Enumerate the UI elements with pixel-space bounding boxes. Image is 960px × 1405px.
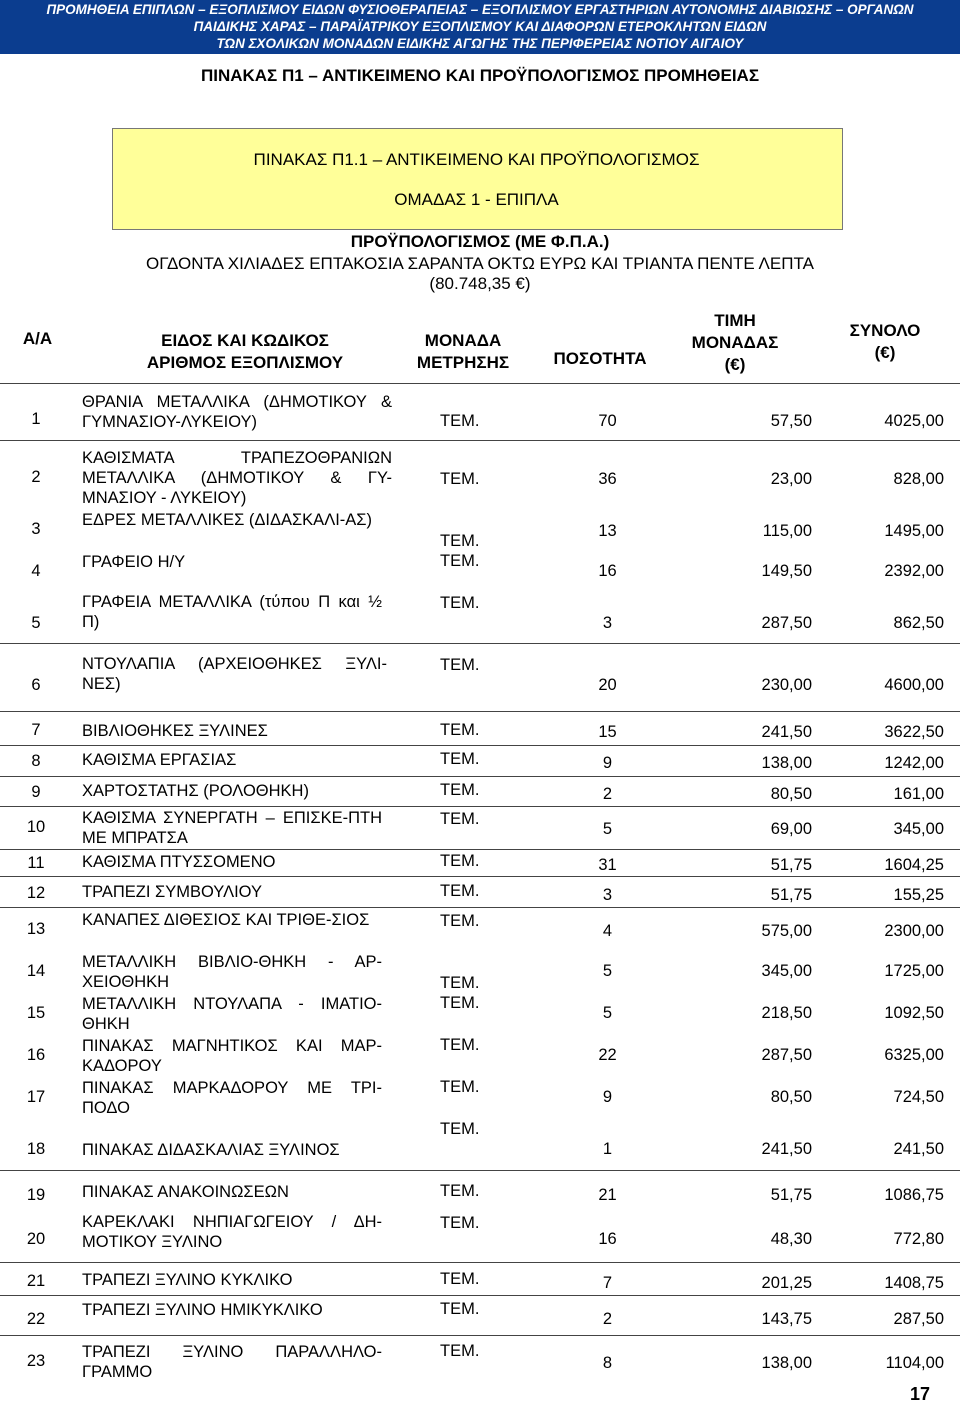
row-description: ΓΡΑΦΕΙΑ ΜΕΤΑΛΛΙΚΑ (τύπου Π και ½ Π) <box>82 593 382 631</box>
header-line-3: ΤΩΝ ΣΧΟΛΙΚΩΝ ΜΟΝΑΔΩΝ ΕΙΔΙΚΗΣ ΑΓΩΓΗΣ ΤΗΣ ΠΕΡΙΦΕΡΕΙΑΣ ΝΟΤΙΟΥ ΑΙΓΑΙΟΥ <box>216 36 744 51</box>
col-header-unit-line2: ΜΕΤΡΗΣΗΣ <box>416 353 510 372</box>
main-title: ΠΙΝΑΚΑΣ Π1 – ΑΝΤΙΚΕΙΜΕΝΟ ΚΑΙ ΠΡΟΫΠΟΛΟΓΙΣΜΟΣ ΠΡΟΜΗΘΕΙΑΣ <box>200 66 760 85</box>
row-unit: ΤΕΜ. <box>440 470 480 488</box>
row-unit: ΤΕΜ. <box>440 1120 480 1138</box>
row-number: 7 <box>31 721 41 739</box>
row-total: 241,50 <box>893 1140 944 1158</box>
row-total: 287,50 <box>893 1310 944 1328</box>
row-unit-price: 345,00 <box>761 962 812 980</box>
row-unit-price: 80,50 <box>770 1088 812 1106</box>
row-description: ΠΙΝΑΚΑΣ ΑΝΑΚΟΙΝΩΣΕΩΝ <box>82 1183 289 1201</box>
row-total: 4600,00 <box>884 676 944 694</box>
row-quantity: 2 <box>602 785 613 803</box>
row-number: 4 <box>31 562 41 580</box>
row-total: 1104,00 <box>885 1354 944 1372</box>
row-unit: ΤΕΜ. <box>440 974 480 992</box>
row-quantity: 31 <box>598 856 617 874</box>
row-unit-price: 218,50 <box>761 1004 812 1022</box>
row-quantity: 5 <box>602 1004 613 1022</box>
row-total: 862,50 <box>893 614 944 632</box>
row-unit-price: 241,50 <box>761 723 812 741</box>
row-description: ΚΑΝΑΠΕΣ ΔΙΘΕΣΙΟΣ ΚΑΙ ΤΡΙΘΕ-ΣΙΟΣ <box>82 911 370 929</box>
row-divider <box>0 1262 960 1263</box>
col-header-item-line1: ΕΙΔΟΣ ΚΑΙ ΚΩΔΙΚΟΣ <box>161 331 329 350</box>
row-unit-price: 230,00 <box>761 676 812 694</box>
row-quantity: 2 <box>602 1310 613 1328</box>
row-quantity: 21 <box>598 1186 617 1204</box>
row-total: 1604,25 <box>884 856 944 874</box>
row-unit: ΤΕΜ. <box>440 721 480 739</box>
row-total: 828,00 <box>893 470 944 488</box>
budget-label: ΠΡΟΫΠΟΛΟΓΙΣΜΟΣ (ΜΕ Φ.Π.Α.) <box>350 232 610 251</box>
row-divider <box>0 440 960 441</box>
row-unit-price: 138,00 <box>761 1354 812 1372</box>
row-number: 11 <box>27 854 45 872</box>
row-description: ΓΡΑΦΕΙΟ Η/Υ <box>82 553 186 571</box>
row-unit-price: 575,00 <box>761 922 812 940</box>
header-bottom-rule <box>0 383 960 384</box>
col-header-unit-line1: ΜΟΝΑΔΑ <box>424 331 502 350</box>
row-quantity: 8 <box>602 1354 613 1372</box>
subtable-title: ΠΙΝΑΚΑΣ Π1.1 – ΑΝΤΙΚΕΙΜΕΝΟ ΚΑΙ ΠΡΟΫΠΟΛΟΓΙΣΜΟΣ <box>253 150 700 169</box>
budget-words: ΟΓΔΟΝΤΑ ΧΙΛΙΑΔΕΣ ΕΠΤΑΚΟΣΙΑ ΣΑΡΑΝΤΑ ΟΚΤΩ ΕΥΡΩ ΚΑΙ ΤΡΙΑΝΤΑ ΠΕΝΤΕ ΛΕΠΤΑ <box>146 254 814 273</box>
row-quantity: 15 <box>598 723 617 741</box>
row-number: 12 <box>26 884 46 902</box>
row-divider <box>0 711 960 712</box>
col-header-price-line1: ΤΙΜΗ <box>714 311 756 330</box>
row-total: 4025,00 <box>884 412 944 430</box>
row-unit: ΤΕΜ. <box>440 594 480 612</box>
row-quantity: 70 <box>598 412 617 430</box>
row-unit: ΤΕΜ. <box>440 656 480 674</box>
row-unit-price: 287,50 <box>761 1046 812 1064</box>
col-header-item <box>95 330 395 374</box>
row-description: ΚΑΘΙΣΜΑΤΑ ΤΡΑΠΕΖΟΘΡΑΝΙΩΝ ΜΕΤΑΛΛΙΚΑ (ΔΗΜΟΤΙΚΟΥ & ΓΥ-ΜΝΑΣΙΟΥ - ΛΥΚΕΙΟΥ) <box>82 449 392 507</box>
row-unit-price: 201,25 <box>761 1274 812 1292</box>
row-unit: ΤΕΜ. <box>440 1214 480 1232</box>
row-number: 2 <box>31 468 41 486</box>
row-total: 2300,00 <box>884 922 944 940</box>
col-header-total-line1: ΣΥΝΟΛΟ <box>849 321 921 340</box>
row-number: 20 <box>26 1230 46 1248</box>
row-quantity: 13 <box>598 522 617 540</box>
row-description: ΤΡΑΠΕΖΙ ΞΥΛΙΝΟ ΚΥΚΛΙΚΟ <box>82 1271 293 1289</box>
row-number: 6 <box>31 676 41 694</box>
row-total: 3622,50 <box>884 723 944 741</box>
row-divider <box>0 806 960 807</box>
row-divider <box>0 1295 960 1296</box>
row-unit: ΤΕΜ. <box>440 1300 480 1318</box>
row-quantity: 20 <box>598 676 617 694</box>
row-description: ΤΡΑΠΕΖΙ ΞΥΛΙΝΟ ΗΜΙΚΥΚΛΙΚΟ <box>82 1301 323 1319</box>
row-quantity: 36 <box>598 470 617 488</box>
row-divider <box>0 745 960 746</box>
col-header-price <box>660 310 810 376</box>
row-quantity: 5 <box>602 962 613 980</box>
col-header-unit <box>398 330 528 374</box>
row-number: 15 <box>26 1004 46 1022</box>
col-header-item-line2: ΑΡΙΘΜΟΣ ΕΞΟΠΛΙΣΜΟΥ <box>146 353 344 372</box>
row-total: 1092,50 <box>884 1004 944 1022</box>
row-divider <box>0 643 960 644</box>
col-header-aa: Α/Α <box>22 329 53 348</box>
subtable-title-box <box>112 128 843 230</box>
row-unit-price: 287,50 <box>761 614 812 632</box>
row-total: 155,25 <box>893 886 944 904</box>
row-description: ΘΡΑΝΙΑ ΜΕΤΑΛΛΙΚΑ (ΔΗΜΟΤΙΚΟΥ & ΓΥΜΝΑΣΙΟΥ-ΛΥΚΕΙΟΥ) <box>82 393 392 431</box>
row-unit-price: 57,50 <box>770 412 812 430</box>
row-divider <box>0 876 960 877</box>
row-number: 5 <box>31 614 41 632</box>
row-unit: ΤΕΜ. <box>440 994 480 1012</box>
col-header-total <box>810 320 960 364</box>
row-unit-price: 115,00 <box>762 522 812 540</box>
row-total: 161,00 <box>893 785 944 803</box>
row-divider <box>0 907 960 908</box>
row-total: 772,80 <box>893 1230 944 1248</box>
row-number: 18 <box>26 1140 46 1158</box>
row-number: 10 <box>26 818 46 836</box>
row-unit: ΤΕΜ. <box>440 912 480 930</box>
row-unit: ΤΕΜ. <box>440 532 480 550</box>
row-unit: ΤΕΜ. <box>440 1270 480 1288</box>
row-quantity: 9 <box>602 754 613 772</box>
row-number: 9 <box>31 783 41 801</box>
row-unit: ΤΕΜ. <box>440 552 480 570</box>
row-number: 14 <box>26 962 46 980</box>
row-description: ΤΡΑΠΕΖΙ ΞΥΛΙΝΟ ΠΑΡΑΛΛΗΛΟ-ΓΡΑΜΜΟ <box>82 1343 382 1381</box>
row-unit: ΤΕΜ. <box>440 852 480 870</box>
row-total: 1408,75 <box>884 1274 944 1292</box>
row-total: 1495,00 <box>884 522 944 540</box>
row-total: 345,00 <box>893 820 944 838</box>
row-unit-price: 51,75 <box>770 1186 812 1204</box>
row-description: ΒΙΒΛΙΟΘΗΚΕΣ ΞΥΛΙΝΕΣ <box>82 722 268 740</box>
row-unit: ΤΕΜ. <box>440 781 480 799</box>
row-total: 1242,00 <box>884 754 944 772</box>
group-title: ΟΜΑΔΑΣ 1 - ΕΠΙΠΛΑ <box>394 190 559 209</box>
row-total: 1086,75 <box>884 1186 944 1204</box>
row-unit-price: 23,00 <box>770 470 812 488</box>
row-quantity: 3 <box>602 886 613 904</box>
row-unit: ΤΕΜ. <box>440 810 480 828</box>
row-description: ΝΤΟΥΛΑΠΙΑ (ΑΡΧΕΙΟΘΗΚΕΣ ΞΥΛΙ-ΝΕΣ) <box>82 655 387 693</box>
row-unit: ΤΕΜ. <box>440 882 480 900</box>
row-description: ΠΙΝΑΚΑΣ ΔΙΔΑΣΚΑΛΙΑΣ ΞΥΛΙΝΟΣ <box>82 1141 340 1159</box>
row-unit: ΤΕΜ. <box>440 412 480 430</box>
row-divider <box>0 1170 960 1171</box>
row-unit-price: 143,75 <box>761 1310 812 1328</box>
row-description: ΚΑΘΙΣΜΑ ΠΤΥΣΣΟΜΕΝΟ <box>82 853 276 871</box>
row-unit: ΤΕΜ. <box>440 1078 480 1096</box>
row-quantity: 9 <box>602 1088 613 1106</box>
row-description: ΚΑΡΕΚΛΑΚΙ ΝΗΠΙΑΓΩΓΕΙΟΥ / ΔΗ-ΜΟΤΙΚΟΥ ΞΥΛΙΝΟ <box>82 1213 382 1251</box>
row-description: ΠΙΝΑΚΑΣ ΜΑΓΝΗΤΙΚΟΣ ΚΑΙ ΜΑΡ-ΚΑΔΟΡΟΥ <box>82 1037 382 1075</box>
row-divider <box>0 1335 960 1336</box>
row-description: ΚΑΘΙΣΜΑ ΣΥΝΕΡΓΑΤΗ – ΕΠΙΣΚΕ-ΠΤΗ ΜΕ ΜΠΡΑΤΣΑ <box>82 809 382 847</box>
row-unit: ΤΕΜ. <box>440 1182 480 1200</box>
row-number: 17 <box>26 1088 46 1106</box>
row-number: 22 <box>26 1310 46 1328</box>
row-number: 8 <box>31 752 41 770</box>
header-line-2: ΠΑΙΔΙΚΗΣ ΧΑΡΑΣ – ΠΑΡΑΪΑΤΡΙΚΟΥ ΕΞΟΠΛΙΣΜΟΥ ΚΑΙ ΔΙΑΦΟΡΩΝ ΕΤΕΡΟΚΛΗΤΩΝ ΕΙΔΩΝ <box>193 19 767 34</box>
row-quantity: 16 <box>598 562 617 580</box>
row-quantity: 3 <box>602 614 613 632</box>
row-total: 724,50 <box>893 1088 944 1106</box>
row-number: 19 <box>26 1186 46 1204</box>
row-description: ΜΕΤΑΛΛΙΚΗ ΝΤΟΥΛΑΠΑ - ΙΜΑΤΙΟ-ΘΗΚΗ <box>82 995 382 1033</box>
row-quantity: 16 <box>598 1230 617 1248</box>
row-unit: ΤΕΜ. <box>440 1036 480 1054</box>
row-divider <box>0 849 960 850</box>
row-number: 23 <box>26 1352 46 1370</box>
col-header-price-line3: (€) <box>724 355 746 374</box>
row-total: 6325,00 <box>884 1046 944 1064</box>
row-unit-price: 80,50 <box>770 785 812 803</box>
row-number: 1 <box>31 410 41 428</box>
header-line-1: ΠΡΟΜΗΘΕΙΑ ΕΠΙΠΛΩΝ – ΕΞΟΠΛΙΣΜΟΥ ΕΙΔΩΝ ΦΥΣΙΟΘΕΡΑΠΕΙΑΣ – ΕΞΟΠΛΙΣΜΟΥ ΕΡΓΑΣΤΗΡΙΩΝ ΑΥΤΟΝΟΜΗΣ ΔΙΑΒΙΩΣΗΣ – ΟΡΓΑΝΩΝ <box>46 2 914 17</box>
row-quantity: 4 <box>602 922 613 940</box>
page-number: 17 <box>909 1384 930 1404</box>
row-unit: ΤΕΜ. <box>440 1342 480 1360</box>
col-header-qty: ΠΟΣΟΤΗΤΑ <box>553 349 647 368</box>
budget-amount: (80.748,35 €) <box>429 274 531 293</box>
row-description: ΧΑΡΤΟΣΤΑΤΗΣ (ΡΟΛΟΘΗΚΗ) <box>82 782 309 800</box>
row-number: 21 <box>26 1272 46 1290</box>
row-description: ΕΔΡΕΣ ΜΕΤΑΛΛΙΚΕΣ (ΔΙΔΑΣΚΑΛΙ-ΑΣ) <box>82 511 372 529</box>
row-total: 1725,00 <box>884 962 944 980</box>
row-description: ΜΕΤΑΛΛΙΚΗ ΒΙΒΛΙΟ-ΘΗΚΗ - ΑΡ-ΧΕΙΟΘΗΚΗ <box>82 953 382 991</box>
row-unit-price: 51,75 <box>770 856 812 874</box>
row-quantity: 7 <box>602 1274 613 1292</box>
row-description: ΚΑΘΙΣΜΑ ΕΡΓΑΣΙΑΣ <box>82 751 237 769</box>
row-unit-price: 241,50 <box>761 1140 812 1158</box>
row-total: 2392,00 <box>884 562 944 580</box>
row-unit-price: 69,00 <box>770 820 812 838</box>
row-number: 3 <box>31 520 41 538</box>
row-quantity: 1 <box>602 1140 613 1158</box>
row-number: 13 <box>26 920 46 938</box>
row-quantity: 5 <box>602 820 613 838</box>
row-unit-price: 138,00 <box>761 754 812 772</box>
row-number: 16 <box>26 1046 46 1064</box>
row-unit-price: 48,30 <box>770 1230 812 1248</box>
row-unit-price: 149,50 <box>761 562 812 580</box>
col-header-price-line2: ΜΟΝΑΔΑΣ <box>691 333 779 352</box>
row-unit-price: 51,75 <box>770 886 812 904</box>
row-divider <box>0 776 960 777</box>
col-header-total-line2: (€) <box>874 343 896 362</box>
row-quantity: 22 <box>598 1046 617 1064</box>
row-description: ΤΡΑΠΕΖΙ ΣΥΜΒΟΥΛΙΟΥ <box>82 883 262 901</box>
row-description: ΠΙΝΑΚΑΣ ΜΑΡΚΑΔΟΡΟΥ ΜΕ ΤΡΙ-ΠΟΔΟ <box>82 1079 382 1117</box>
row-unit: ΤΕΜ. <box>440 750 480 768</box>
